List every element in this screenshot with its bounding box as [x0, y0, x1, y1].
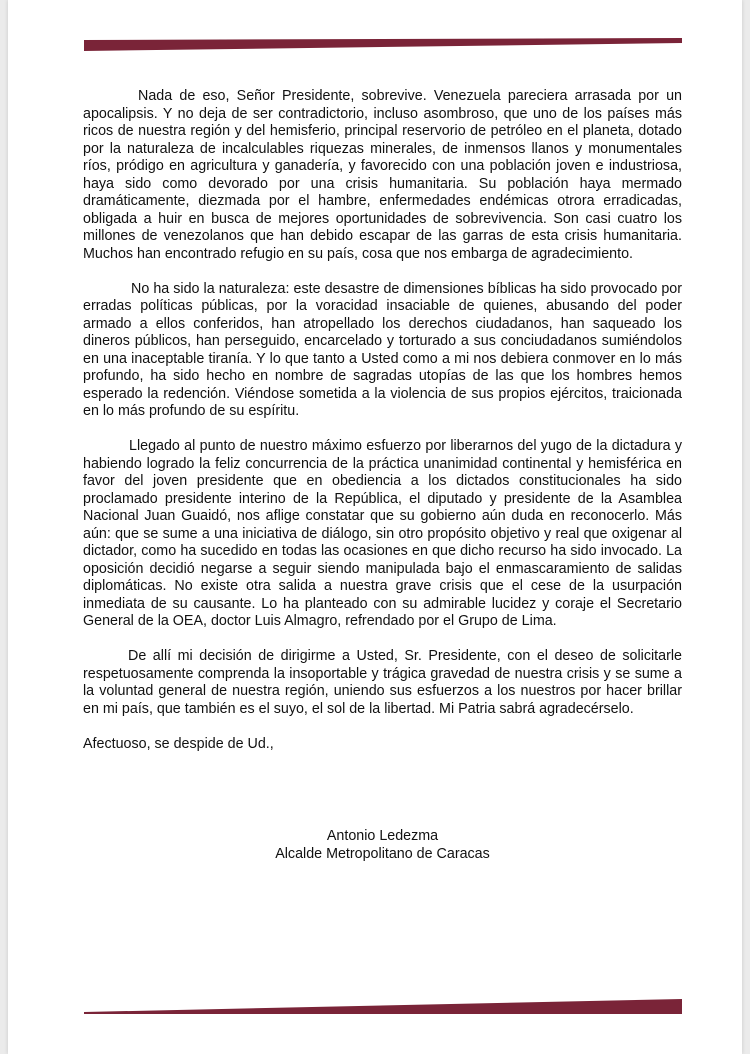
letter-body	[83, 88, 682, 771]
paragraph-1: Nada de eso, Señor Presidente, sobrevive. Venezuela pareciera arrasada por un apocalipsis. Y no deja de ser contradictorio, incluso asombroso, que uno de los países más ricos de nuestra región y del hemisferio, principal reservorio de petróleo en el planeta, dotado por la naturaleza de incalculables riquezas minerales, de inmensos llanos y monumentales ríos, pródigo en agricultura y ganadería, y favorecido con una población joven e industriosa, haya sido como devorado por una crisis humanitaria. Su población haya mermado dramáticamente, diezmada por el hambre, enfermedades endémicas otrora erradicadas, obligada a huir en busca de mejores oportunidades de sobrevivencia. Son casi cuatro los millones de venezolanos que han debido escapar de las garras de esta crisis humanitaria. Muchos han encontrado refugio en su país, cosa que nos embarga de agradecimiento.	[83, 88, 682, 262]
paragraph-2: No ha sido la naturaleza: este desastre de dimensiones bíblicas ha sido provocado por erradas políticas públicas, por la voracidad insaciable de quienes, abusando del poder armado a ellos conferidos, han atropellado los derechos ciudadanos, han saqueado los dineros públicos, han perseguido, encarcelado y torturado a sus conciudadanos sumiéndolos en una inaceptable tiranía. Y lo que tanto a Usted como a mi nos debiera conmover en lo más profundo, ha sido hecho en nombre de sagradas utopías de las que los hombres hemos esperado la redención. Viéndose sometida a la violencia de sus propios ejércitos, traicionada en lo más profundo de su espíritu.	[83, 280, 682, 419]
header-rule	[84, 38, 682, 51]
paragraph-3: Llegado al punto de nuestro máximo esfuerzo por liberarnos del yugo de la dictadura y habiendo logrado la feliz concurrencia de la práctica unanimidad continental y hemisférica en favor del joven presidente que en obediencia a los dictados constitucionales ha sido proclamado presidente interino de la República, el diputado y presidente de la Asamblea Nacional Juan Guaidó, nos aflige constatar que su gobierno aún duda en reconocerlo. Más aún: que se sume a una iniciativa de diálogo, sin otro propósito objetivo y real que oxigenar al dictador, como ha sucedido en todas las ocasiones en que dicho recurso ha sido invocado. La oposición decidió negarse a seguir siendo manipulada bajo el enmascaramiento de salidas diplomáticas. No existe otra salida a nuestra grave crisis que el cese de la usurpación inmediata de su causante. Lo ha planteado con su admirable lucidez y coraje el Secretario General de la OEA, doctor Luis Almagro, refrendado por el Grupo de Lima.	[83, 438, 682, 629]
footer-rule	[84, 999, 682, 1014]
paragraph-4: De allí mi decisión de dirigirme a Usted, Sr. Presidente, con el deseo de solicitarle respetuosamente comprenda la insoportable y trágica gravedad de nuestra crisis y se sume a la voluntad general de nuestra región, uniendo sus esfuerzos a los nuestros por hacer brillar en mi país, que también es el suyo, el sol de la libertad. Mi Patria sabrá agradecérselo.	[83, 648, 682, 717]
signature-block	[83, 827, 682, 863]
closing-line: Afectuoso, se despide de Ud.,	[83, 735, 274, 752]
letter-page	[8, 0, 742, 1054]
signature-title: Alcalde Metropolitano de Caracas	[275, 846, 490, 862]
signature-name: Antonio Ledezma	[326, 828, 439, 844]
